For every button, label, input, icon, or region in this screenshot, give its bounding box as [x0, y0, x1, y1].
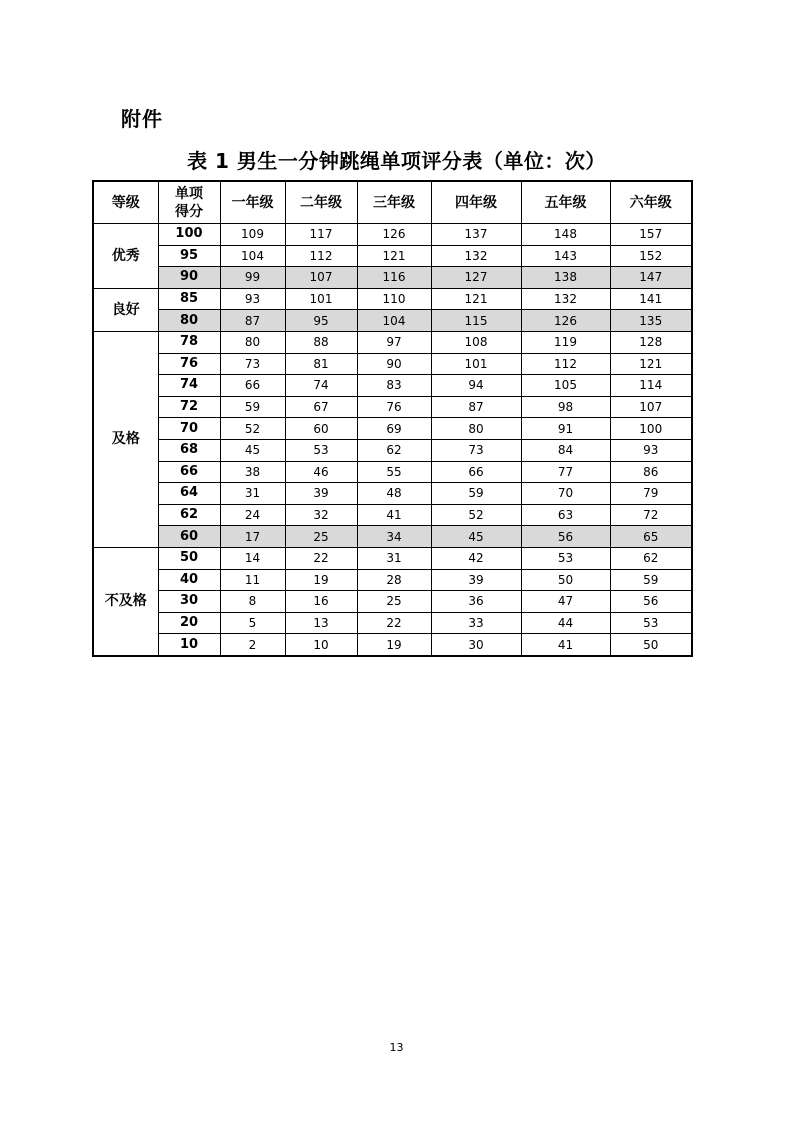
header-grade6: 六年级 [610, 181, 692, 224]
grade3-cell: 76 [357, 396, 431, 418]
grade3-cell: 31 [357, 547, 431, 569]
table-row [93, 288, 692, 310]
grade5-cell: 138 [521, 267, 610, 289]
grade4-cell: 66 [431, 461, 521, 483]
grade4-cell: 80 [431, 418, 521, 440]
score-cell: 10 [158, 634, 220, 656]
score-cell: 50 [158, 547, 220, 569]
grade1-cell: 38 [220, 461, 285, 483]
grade3-cell: 41 [357, 504, 431, 526]
score-cell: 74 [158, 375, 220, 397]
grade2-cell: 112 [285, 245, 357, 267]
score-cell: 76 [158, 353, 220, 375]
level-cell: 良好 [93, 288, 158, 331]
grade4-cell: 101 [431, 353, 521, 375]
table-row [93, 439, 692, 461]
grade5-cell: 132 [521, 288, 610, 310]
grade2-cell: 67 [285, 396, 357, 418]
grade3-cell: 121 [357, 245, 431, 267]
grade6-cell: 59 [610, 569, 692, 591]
score-cell: 90 [158, 267, 220, 289]
grade2-cell: 117 [285, 224, 357, 246]
grade4-cell: 121 [431, 288, 521, 310]
grade5-cell: 47 [521, 591, 610, 613]
grade3-cell: 48 [357, 483, 431, 505]
grade3-cell: 83 [357, 375, 431, 397]
grade4-cell: 39 [431, 569, 521, 591]
grade2-cell: 107 [285, 267, 357, 289]
grade6-cell: 93 [610, 439, 692, 461]
grade5-cell: 53 [521, 547, 610, 569]
table-row [93, 396, 692, 418]
grade1-cell: 93 [220, 288, 285, 310]
grade6-cell: 128 [610, 331, 692, 353]
grade5-cell: 56 [521, 526, 610, 548]
grade6-cell: 100 [610, 418, 692, 440]
grade5-cell: 41 [521, 634, 610, 656]
grade1-cell: 66 [220, 375, 285, 397]
header-score-line2: 得分 [175, 203, 203, 220]
score-cell: 72 [158, 396, 220, 418]
grade2-cell: 81 [285, 353, 357, 375]
grade6-cell: 147 [610, 267, 692, 289]
grade5-cell: 112 [521, 353, 610, 375]
grade5-cell: 119 [521, 331, 610, 353]
grade6-cell: 157 [610, 224, 692, 246]
grade4-cell: 108 [431, 331, 521, 353]
score-cell: 70 [158, 418, 220, 440]
grade1-cell: 5 [220, 612, 285, 634]
grade5-cell: 84 [521, 439, 610, 461]
score-cell: 95 [158, 245, 220, 267]
table-row [93, 353, 692, 375]
table-row [93, 418, 692, 440]
level-cell: 优秀 [93, 224, 158, 289]
grade6-cell: 86 [610, 461, 692, 483]
grade2-cell: 95 [285, 310, 357, 332]
grade6-cell: 62 [610, 547, 692, 569]
grade4-cell: 33 [431, 612, 521, 634]
grade3-cell: 34 [357, 526, 431, 548]
grade4-cell: 94 [431, 375, 521, 397]
grade2-cell: 88 [285, 331, 357, 353]
level-cell: 不及格 [93, 547, 158, 655]
grade1-cell: 11 [220, 569, 285, 591]
grade1-cell: 87 [220, 310, 285, 332]
page-number: 13 [389, 1041, 404, 1054]
grade5-cell: 105 [521, 375, 610, 397]
table-row [93, 591, 692, 613]
score-cell: 30 [158, 591, 220, 613]
score-cell: 20 [158, 612, 220, 634]
scoring-table [92, 180, 693, 657]
grade6-cell: 107 [610, 396, 692, 418]
grade6-cell: 53 [610, 612, 692, 634]
table-row [93, 547, 692, 569]
grade4-cell: 59 [431, 483, 521, 505]
grade6-cell: 79 [610, 483, 692, 505]
grade3-cell: 110 [357, 288, 431, 310]
header-level: 等级 [93, 181, 158, 224]
grade3-cell: 55 [357, 461, 431, 483]
score-cell: 100 [158, 224, 220, 246]
grade2-cell: 46 [285, 461, 357, 483]
grade3-cell: 25 [357, 591, 431, 613]
grade4-cell: 52 [431, 504, 521, 526]
grade6-cell: 121 [610, 353, 692, 375]
header-grade4: 四年级 [431, 181, 521, 224]
score-cell: 40 [158, 569, 220, 591]
grade6-cell: 141 [610, 288, 692, 310]
grade2-cell: 60 [285, 418, 357, 440]
grade3-cell: 19 [357, 634, 431, 656]
table-row [93, 569, 692, 591]
grade2-cell: 32 [285, 504, 357, 526]
grade1-cell: 14 [220, 547, 285, 569]
grade5-cell: 77 [521, 461, 610, 483]
grade2-cell: 16 [285, 591, 357, 613]
grade2-cell: 13 [285, 612, 357, 634]
grade2-cell: 53 [285, 439, 357, 461]
grade1-cell: 8 [220, 591, 285, 613]
grade6-cell: 152 [610, 245, 692, 267]
grade1-cell: 59 [220, 396, 285, 418]
score-cell: 62 [158, 504, 220, 526]
grade5-cell: 50 [521, 569, 610, 591]
grade2-cell: 22 [285, 547, 357, 569]
table-row [93, 634, 692, 656]
header-score-line1: 单项 [175, 185, 203, 202]
grade5-cell: 63 [521, 504, 610, 526]
table-row [93, 375, 692, 397]
grade1-cell: 99 [220, 267, 285, 289]
grade1-cell: 31 [220, 483, 285, 505]
grade1-cell: 17 [220, 526, 285, 548]
grade2-cell: 74 [285, 375, 357, 397]
table-row [93, 612, 692, 634]
grade3-cell: 90 [357, 353, 431, 375]
table-body [93, 224, 692, 656]
table-row [93, 331, 692, 353]
grade3-cell: 69 [357, 418, 431, 440]
grade3-cell: 104 [357, 310, 431, 332]
grade4-cell: 137 [431, 224, 521, 246]
grade4-cell: 30 [431, 634, 521, 656]
grade6-cell: 50 [610, 634, 692, 656]
grade4-cell: 115 [431, 310, 521, 332]
grade1-cell: 109 [220, 224, 285, 246]
score-cell: 78 [158, 331, 220, 353]
grade4-cell: 127 [431, 267, 521, 289]
grade6-cell: 65 [610, 526, 692, 548]
level-cell: 及格 [93, 331, 158, 547]
grade5-cell: 70 [521, 483, 610, 505]
score-cell: 68 [158, 439, 220, 461]
grade2-cell: 25 [285, 526, 357, 548]
grade1-cell: 2 [220, 634, 285, 656]
grade3-cell: 62 [357, 439, 431, 461]
grade3-cell: 22 [357, 612, 431, 634]
grade3-cell: 97 [357, 331, 431, 353]
grade1-cell: 73 [220, 353, 285, 375]
table-row [93, 224, 692, 246]
header-grade2: 二年级 [285, 181, 357, 224]
grade5-cell: 44 [521, 612, 610, 634]
grade2-cell: 39 [285, 483, 357, 505]
score-cell: 64 [158, 483, 220, 505]
table-row [93, 461, 692, 483]
grade5-cell: 143 [521, 245, 610, 267]
attachment-label: 附件 [121, 107, 163, 131]
grade1-cell: 104 [220, 245, 285, 267]
grade3-cell: 28 [357, 569, 431, 591]
grade1-cell: 52 [220, 418, 285, 440]
grade1-cell: 80 [220, 331, 285, 353]
header-row [93, 181, 692, 224]
grade5-cell: 98 [521, 396, 610, 418]
table-row [93, 483, 692, 505]
grade1-cell: 45 [220, 439, 285, 461]
header-grade5: 五年级 [521, 181, 610, 224]
grade3-cell: 126 [357, 224, 431, 246]
grade6-cell: 72 [610, 504, 692, 526]
table-row [93, 245, 692, 267]
grade2-cell: 10 [285, 634, 357, 656]
grade6-cell: 56 [610, 591, 692, 613]
score-cell: 80 [158, 310, 220, 332]
grade5-cell: 126 [521, 310, 610, 332]
grade5-cell: 148 [521, 224, 610, 246]
table-title: 表 1 男生一分钟跳绳单项评分表（单位：次） [187, 149, 606, 173]
grade4-cell: 42 [431, 547, 521, 569]
grade4-cell: 45 [431, 526, 521, 548]
grade4-cell: 73 [431, 439, 521, 461]
score-cell: 60 [158, 526, 220, 548]
grade3-cell: 116 [357, 267, 431, 289]
table-row [93, 504, 692, 526]
grade4-cell: 87 [431, 396, 521, 418]
header-grade1: 一年级 [220, 181, 285, 224]
table-row [93, 526, 692, 548]
grade2-cell: 101 [285, 288, 357, 310]
grade4-cell: 36 [431, 591, 521, 613]
score-cell: 66 [158, 461, 220, 483]
grade2-cell: 19 [285, 569, 357, 591]
score-cell: 85 [158, 288, 220, 310]
table-row [93, 267, 692, 289]
header-score [158, 181, 220, 224]
grade6-cell: 114 [610, 375, 692, 397]
grade6-cell: 135 [610, 310, 692, 332]
grade4-cell: 132 [431, 245, 521, 267]
table-row [93, 310, 692, 332]
header-grade3: 三年级 [357, 181, 431, 224]
grade5-cell: 91 [521, 418, 610, 440]
grade1-cell: 24 [220, 504, 285, 526]
